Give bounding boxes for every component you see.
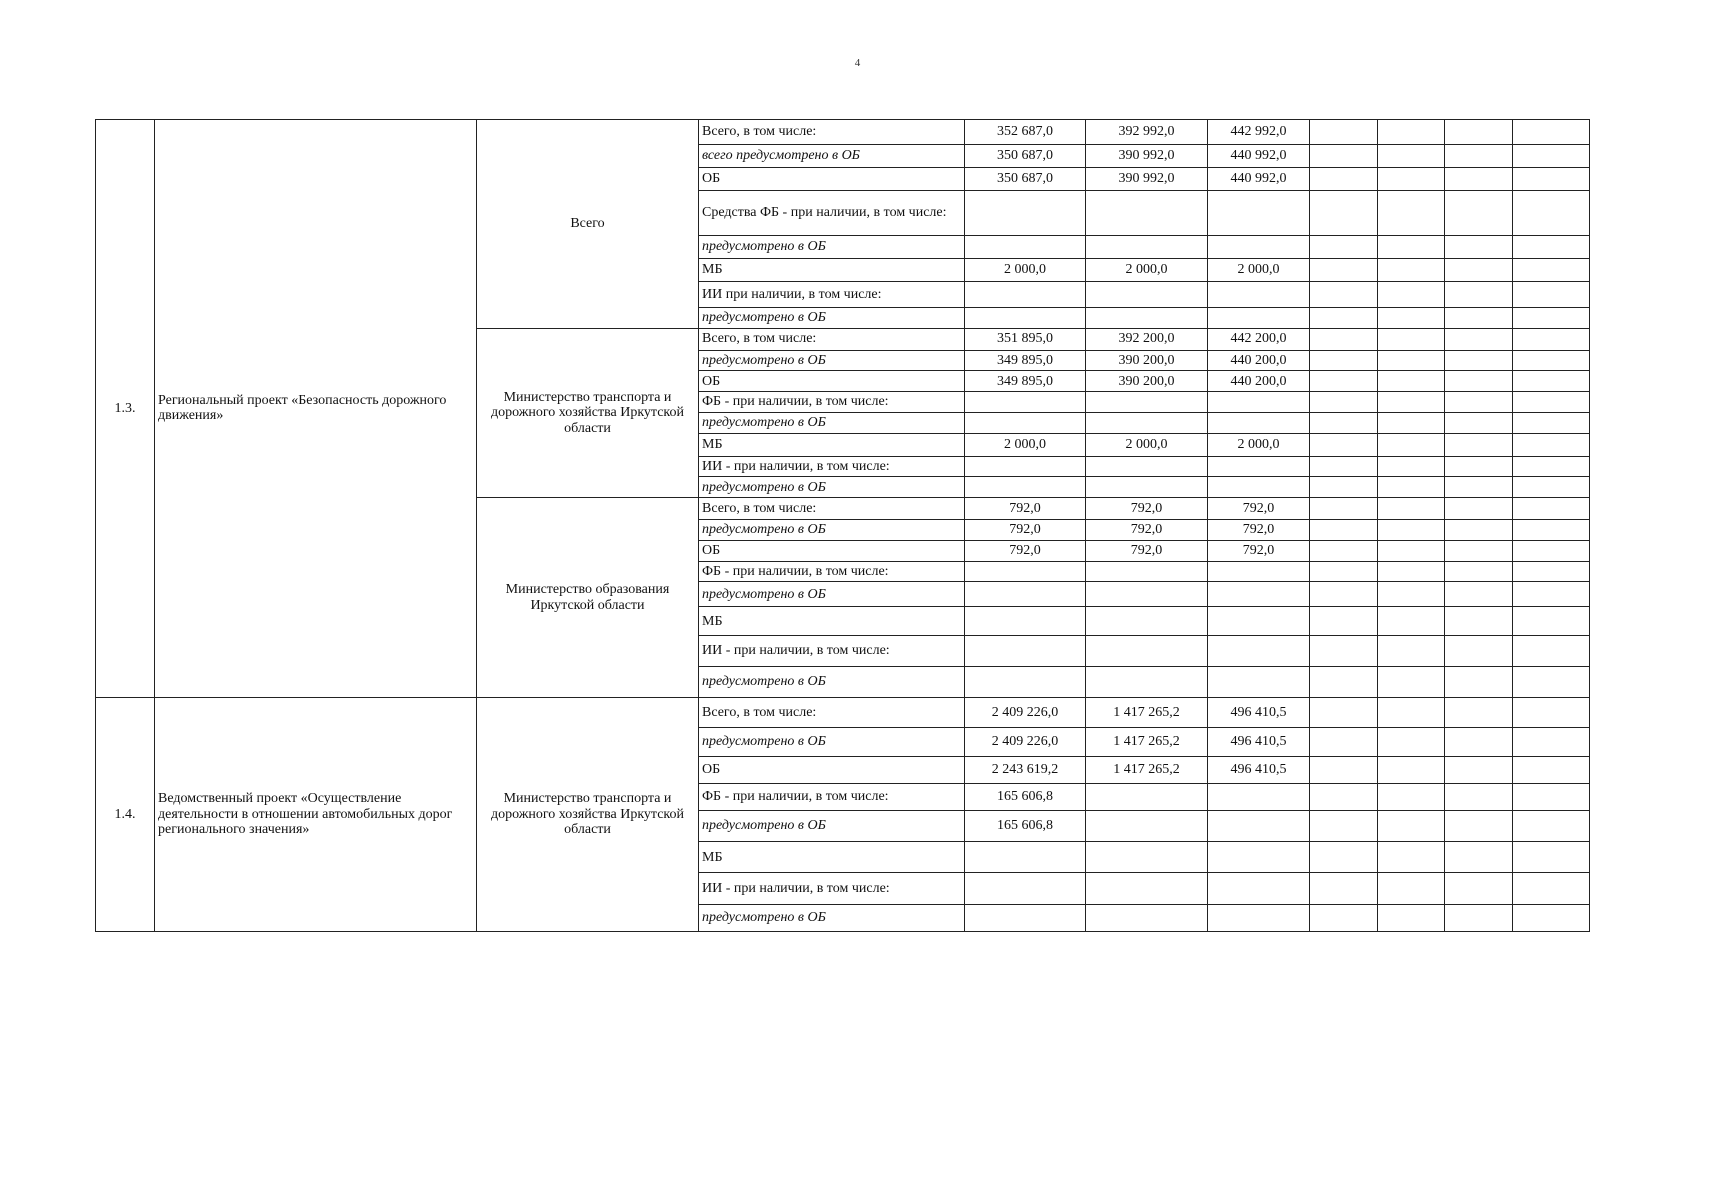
empty-cell: [1310, 328, 1378, 350]
empty-cell: [1310, 120, 1378, 145]
funding-source-label: Всего, в том числе:: [699, 498, 965, 520]
amount-cell: [1208, 392, 1310, 413]
empty-cell: [1378, 582, 1445, 607]
empty-cell: [1310, 350, 1378, 371]
funding-source-label: Всего, в том числе:: [699, 328, 965, 350]
empty-cell: [1310, 190, 1378, 236]
amount-cell: [1208, 308, 1310, 329]
amount-cell: 1 417 265,2: [1086, 727, 1208, 756]
funding-source-label: МБ: [699, 607, 965, 636]
empty-cell: [1513, 784, 1590, 811]
amount-cell: [1086, 190, 1208, 236]
budget-table: [95, 119, 1590, 932]
empty-cell: [1310, 371, 1378, 392]
empty-cell: [1513, 666, 1590, 697]
empty-cell: [1378, 308, 1445, 329]
empty-cell: [1513, 456, 1590, 477]
empty-cell: [1310, 236, 1378, 259]
empty-cell: [1445, 666, 1513, 697]
empty-cell: [1513, 873, 1590, 904]
empty-cell: [1513, 697, 1590, 727]
empty-cell: [1310, 308, 1378, 329]
empty-cell: [1378, 727, 1445, 756]
empty-cell: [1445, 456, 1513, 477]
amount-cell: [965, 413, 1086, 434]
amount-cell: [1208, 190, 1310, 236]
empty-cell: [1378, 328, 1445, 350]
funding-source-label: ИИ при наличии, в том числе:: [699, 282, 965, 308]
amount-cell: 390 992,0: [1086, 144, 1208, 167]
empty-cell: [1513, 477, 1590, 498]
empty-cell: [1310, 811, 1378, 842]
empty-cell: [1445, 520, 1513, 541]
empty-cell: [1445, 727, 1513, 756]
amount-cell: 350 687,0: [965, 144, 1086, 167]
amount-cell: 2 409 226,0: [965, 697, 1086, 727]
amount-cell: 349 895,0: [965, 371, 1086, 392]
amount-cell: [1208, 873, 1310, 904]
amount-cell: 351 895,0: [965, 328, 1086, 350]
empty-cell: [1378, 259, 1445, 282]
empty-cell: [1310, 582, 1378, 607]
executor-name: Министерство образования Иркутской области: [477, 498, 699, 698]
empty-cell: [1513, 308, 1590, 329]
empty-cell: [1310, 477, 1378, 498]
empty-cell: [1378, 350, 1445, 371]
amount-cell: 2 000,0: [1208, 259, 1310, 282]
empty-cell: [1310, 167, 1378, 190]
amount-cell: 1 417 265,2: [1086, 757, 1208, 784]
funding-source-label: Всего, в том числе:: [699, 697, 965, 727]
empty-cell: [1310, 727, 1378, 756]
amount-cell: [1086, 236, 1208, 259]
amount-cell: [1086, 477, 1208, 498]
empty-cell: [1310, 540, 1378, 561]
amount-cell: 392 992,0: [1086, 120, 1208, 145]
amount-cell: [965, 477, 1086, 498]
amount-cell: [1086, 904, 1208, 931]
empty-cell: [1513, 282, 1590, 308]
amount-cell: [1208, 666, 1310, 697]
funding-source-label: предусмотрено в ОБ: [699, 727, 965, 756]
amount-cell: 349 895,0: [965, 350, 1086, 371]
empty-cell: [1513, 561, 1590, 582]
amount-cell: 496 410,5: [1208, 757, 1310, 784]
amount-cell: 1 417 265,2: [1086, 697, 1208, 727]
empty-cell: [1513, 904, 1590, 931]
funding-source-label: ИИ - при наличии, в том числе:: [699, 636, 965, 666]
amount-cell: [1086, 582, 1208, 607]
amount-cell: [1208, 582, 1310, 607]
empty-cell: [1513, 120, 1590, 145]
funding-source-label: предусмотрено в ОБ: [699, 520, 965, 541]
empty-cell: [1378, 811, 1445, 842]
empty-cell: [1445, 477, 1513, 498]
amount-cell: 792,0: [1086, 498, 1208, 520]
amount-cell: [965, 456, 1086, 477]
empty-cell: [1378, 757, 1445, 784]
empty-cell: [1513, 190, 1590, 236]
empty-cell: [1310, 498, 1378, 520]
funding-source-label: Всего, в том числе:: [699, 120, 965, 145]
funding-source-label: ФБ - при наличии, в том числе:: [699, 392, 965, 413]
amount-cell: 442 992,0: [1208, 120, 1310, 145]
amount-cell: [1208, 784, 1310, 811]
empty-cell: [1378, 392, 1445, 413]
empty-cell: [1378, 282, 1445, 308]
empty-cell: [1310, 873, 1378, 904]
executor-name: Всего: [477, 120, 699, 329]
empty-cell: [1378, 236, 1445, 259]
empty-cell: [1445, 540, 1513, 561]
empty-cell: [1310, 561, 1378, 582]
empty-cell: [1445, 757, 1513, 784]
empty-cell: [1310, 144, 1378, 167]
empty-cell: [1445, 784, 1513, 811]
empty-cell: [1378, 120, 1445, 145]
amount-cell: [965, 582, 1086, 607]
funding-source-label: предусмотрено в ОБ: [699, 413, 965, 434]
amount-cell: 440 200,0: [1208, 371, 1310, 392]
funding-source-label: предусмотрено в ОБ: [699, 477, 965, 498]
amount-cell: 442 200,0: [1208, 328, 1310, 350]
funding-source-label: предусмотрено в ОБ: [699, 350, 965, 371]
amount-cell: 496 410,5: [1208, 727, 1310, 756]
empty-cell: [1378, 520, 1445, 541]
amount-cell: [1208, 636, 1310, 666]
empty-cell: [1445, 607, 1513, 636]
amount-cell: 2 000,0: [965, 259, 1086, 282]
empty-cell: [1310, 842, 1378, 873]
amount-cell: [1086, 842, 1208, 873]
empty-cell: [1445, 904, 1513, 931]
amount-cell: 352 687,0: [965, 120, 1086, 145]
empty-cell: [1378, 190, 1445, 236]
amount-cell: 2 409 226,0: [965, 727, 1086, 756]
amount-cell: [1086, 282, 1208, 308]
funding-source-label: ИИ - при наличии, в том числе:: [699, 456, 965, 477]
amount-cell: 2 000,0: [1086, 259, 1208, 282]
amount-cell: 390 992,0: [1086, 167, 1208, 190]
funding-source-label: ОБ: [699, 540, 965, 561]
empty-cell: [1445, 282, 1513, 308]
empty-cell: [1513, 328, 1590, 350]
page-number: 4: [854, 57, 861, 69]
section-number: 1.4.: [96, 697, 155, 931]
empty-cell: [1378, 540, 1445, 561]
funding-source-label: предусмотрено в ОБ: [699, 666, 965, 697]
amount-cell: [1208, 904, 1310, 931]
empty-cell: [1513, 413, 1590, 434]
amount-cell: 792,0: [1208, 540, 1310, 561]
empty-cell: [1513, 811, 1590, 842]
amount-cell: 792,0: [965, 498, 1086, 520]
empty-cell: [1378, 561, 1445, 582]
amount-cell: 496 410,5: [1208, 697, 1310, 727]
funding-source-label: предусмотрено в ОБ: [699, 236, 965, 259]
empty-cell: [1378, 842, 1445, 873]
empty-cell: [1310, 413, 1378, 434]
amount-cell: 2 243 619,2: [965, 757, 1086, 784]
empty-cell: [1378, 697, 1445, 727]
funding-source-label: ОБ: [699, 371, 965, 392]
empty-cell: [1445, 144, 1513, 167]
amount-cell: 440 992,0: [1208, 144, 1310, 167]
empty-cell: [1378, 784, 1445, 811]
amount-cell: [1208, 607, 1310, 636]
empty-cell: [1445, 328, 1513, 350]
funding-source-label: всего предусмотрено в ОБ: [699, 144, 965, 167]
funding-source-label: МБ: [699, 842, 965, 873]
amount-cell: 165 606,8: [965, 811, 1086, 842]
empty-cell: [1513, 433, 1590, 456]
amount-cell: [1086, 784, 1208, 811]
amount-cell: [965, 308, 1086, 329]
funding-source-label: предусмотрено в ОБ: [699, 904, 965, 931]
empty-cell: [1378, 371, 1445, 392]
amount-cell: [1086, 873, 1208, 904]
empty-cell: [1445, 498, 1513, 520]
empty-cell: [1445, 811, 1513, 842]
amount-cell: [1086, 636, 1208, 666]
empty-cell: [1445, 392, 1513, 413]
amount-cell: 390 200,0: [1086, 371, 1208, 392]
empty-cell: [1445, 697, 1513, 727]
empty-cell: [1310, 282, 1378, 308]
empty-cell: [1513, 636, 1590, 666]
empty-cell: [1310, 607, 1378, 636]
funding-source-label: ОБ: [699, 757, 965, 784]
amount-cell: [1208, 477, 1310, 498]
empty-cell: [1310, 666, 1378, 697]
empty-cell: [1445, 190, 1513, 236]
table-row: [96, 697, 1590, 727]
empty-cell: [1513, 144, 1590, 167]
empty-cell: [1445, 308, 1513, 329]
amount-cell: 390 200,0: [1086, 350, 1208, 371]
empty-cell: [1445, 433, 1513, 456]
amount-cell: 792,0: [965, 540, 1086, 561]
empty-cell: [1513, 582, 1590, 607]
amount-cell: [965, 636, 1086, 666]
empty-cell: [1445, 167, 1513, 190]
empty-cell: [1378, 904, 1445, 931]
empty-cell: [1513, 167, 1590, 190]
table-row: [96, 120, 1590, 145]
amount-cell: [965, 561, 1086, 582]
amount-cell: 350 687,0: [965, 167, 1086, 190]
empty-cell: [1310, 259, 1378, 282]
amount-cell: [1208, 282, 1310, 308]
empty-cell: [1513, 350, 1590, 371]
section-number: 1.3.: [96, 120, 155, 698]
amount-cell: [1086, 456, 1208, 477]
amount-cell: [1086, 666, 1208, 697]
empty-cell: [1513, 259, 1590, 282]
funding-source-label: Средства ФБ - при наличии, в том числе:: [699, 190, 965, 236]
amount-cell: [1208, 456, 1310, 477]
funding-source-label: предусмотрено в ОБ: [699, 582, 965, 607]
amount-cell: [1208, 413, 1310, 434]
amount-cell: 392 200,0: [1086, 328, 1208, 350]
executor-name: Министерство транспорта и дорожного хозяйства Иркутской области: [477, 328, 699, 497]
amount-cell: [965, 607, 1086, 636]
empty-cell: [1310, 904, 1378, 931]
empty-cell: [1445, 842, 1513, 873]
amount-cell: 792,0: [965, 520, 1086, 541]
empty-cell: [1378, 144, 1445, 167]
empty-cell: [1513, 392, 1590, 413]
funding-source-label: предусмотрено в ОБ: [699, 811, 965, 842]
empty-cell: [1445, 636, 1513, 666]
empty-cell: [1310, 636, 1378, 666]
empty-cell: [1378, 477, 1445, 498]
amount-cell: 792,0: [1208, 520, 1310, 541]
amount-cell: 792,0: [1208, 498, 1310, 520]
amount-cell: [965, 842, 1086, 873]
section-name: Ведомственный проект «Осуществление деятельности в отношении автомобильных дорог регионального значения»: [155, 697, 477, 931]
empty-cell: [1513, 727, 1590, 756]
empty-cell: [1445, 873, 1513, 904]
amount-cell: [1086, 308, 1208, 329]
amount-cell: [1086, 413, 1208, 434]
amount-cell: [965, 904, 1086, 931]
amount-cell: 792,0: [1086, 540, 1208, 561]
budget-table-body: [96, 120, 1590, 932]
funding-source-label: ФБ - при наличии, в том числе:: [699, 561, 965, 582]
funding-source-label: ОБ: [699, 167, 965, 190]
amount-cell: [965, 236, 1086, 259]
amount-cell: [1208, 842, 1310, 873]
empty-cell: [1378, 636, 1445, 666]
empty-cell: [1513, 842, 1590, 873]
empty-cell: [1378, 498, 1445, 520]
empty-cell: [1513, 498, 1590, 520]
amount-cell: 2 000,0: [1208, 433, 1310, 456]
empty-cell: [1378, 167, 1445, 190]
amount-cell: [1208, 236, 1310, 259]
empty-cell: [1310, 697, 1378, 727]
empty-cell: [1378, 607, 1445, 636]
amount-cell: [1086, 607, 1208, 636]
funding-source-label: предусмотрено в ОБ: [699, 308, 965, 329]
amount-cell: [1208, 811, 1310, 842]
amount-cell: [1086, 811, 1208, 842]
empty-cell: [1445, 413, 1513, 434]
section-name: Региональный проект «Безопасность дорожного движения»: [155, 120, 477, 698]
amount-cell: [965, 666, 1086, 697]
funding-source-label: ИИ - при наличии, в том числе:: [699, 873, 965, 904]
empty-cell: [1445, 259, 1513, 282]
funding-source-label: МБ: [699, 433, 965, 456]
empty-cell: [1513, 757, 1590, 784]
empty-cell: [1513, 371, 1590, 392]
funding-source-label: ФБ - при наличии, в том числе:: [699, 784, 965, 811]
empty-cell: [1310, 392, 1378, 413]
amount-cell: 440 200,0: [1208, 350, 1310, 371]
empty-cell: [1445, 582, 1513, 607]
empty-cell: [1513, 520, 1590, 541]
empty-cell: [1378, 433, 1445, 456]
empty-cell: [1310, 757, 1378, 784]
amount-cell: [965, 392, 1086, 413]
amount-cell: 2 000,0: [1086, 433, 1208, 456]
amount-cell: [965, 190, 1086, 236]
empty-cell: [1310, 433, 1378, 456]
empty-cell: [1310, 520, 1378, 541]
empty-cell: [1445, 350, 1513, 371]
amount-cell: [1086, 561, 1208, 582]
amount-cell: 440 992,0: [1208, 167, 1310, 190]
empty-cell: [1513, 607, 1590, 636]
amount-cell: 2 000,0: [965, 433, 1086, 456]
amount-cell: 792,0: [1086, 520, 1208, 541]
empty-cell: [1513, 236, 1590, 259]
empty-cell: [1445, 236, 1513, 259]
empty-cell: [1310, 784, 1378, 811]
empty-cell: [1378, 666, 1445, 697]
executor-name: Министерство транспорта и дорожного хозяйства Иркутской области: [477, 697, 699, 931]
empty-cell: [1513, 540, 1590, 561]
amount-cell: 165 606,8: [965, 784, 1086, 811]
empty-cell: [1378, 413, 1445, 434]
empty-cell: [1445, 120, 1513, 145]
empty-cell: [1378, 873, 1445, 904]
funding-source-label: МБ: [699, 259, 965, 282]
amount-cell: [965, 873, 1086, 904]
empty-cell: [1378, 456, 1445, 477]
empty-cell: [1445, 561, 1513, 582]
empty-cell: [1310, 456, 1378, 477]
amount-cell: [1086, 392, 1208, 413]
amount-cell: [965, 282, 1086, 308]
amount-cell: [1208, 561, 1310, 582]
empty-cell: [1445, 371, 1513, 392]
